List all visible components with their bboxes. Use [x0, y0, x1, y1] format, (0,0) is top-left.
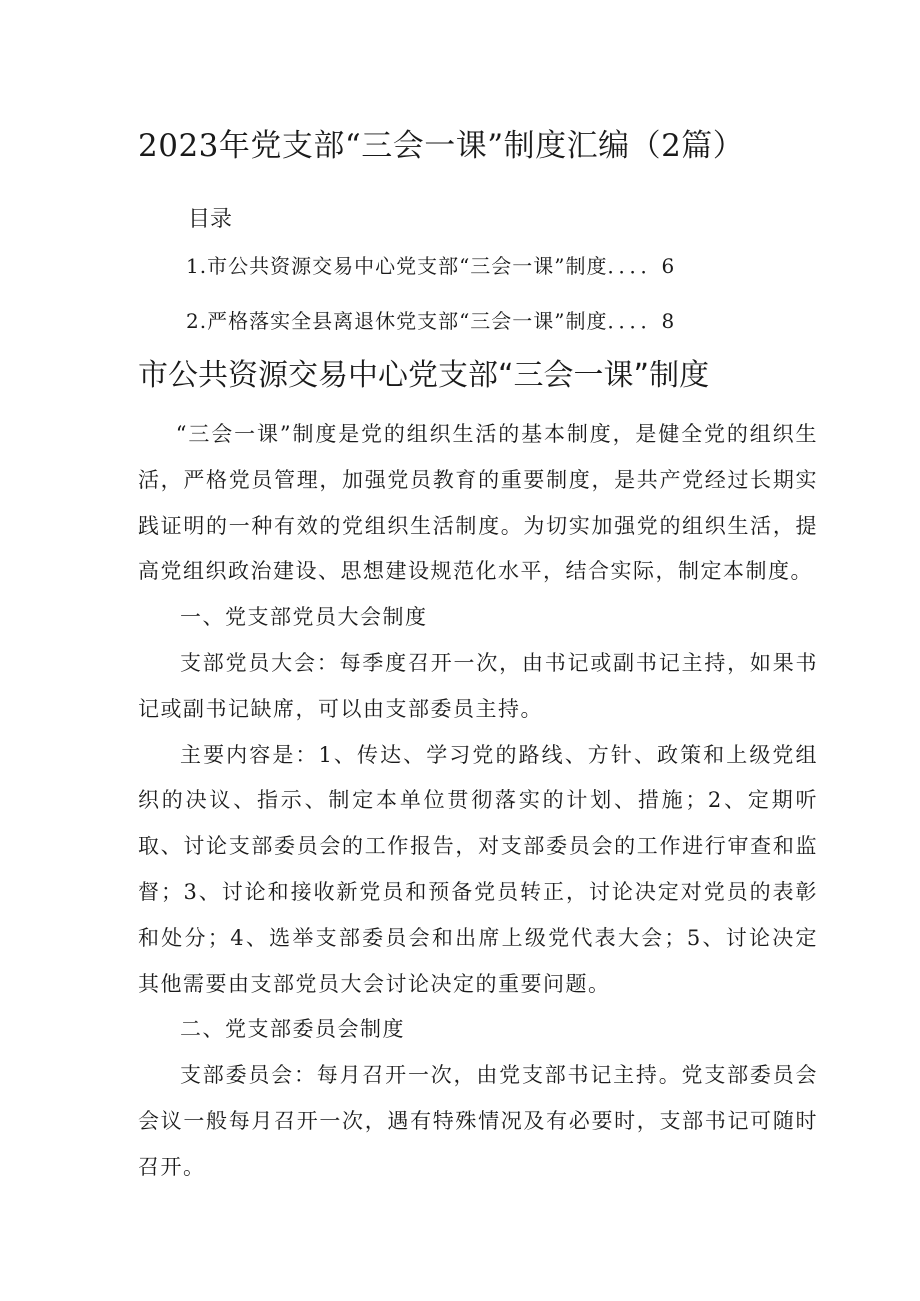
document-title: 2023年党支部“三会一课”制度汇编（2篇） [138, 128, 745, 164]
paragraph: 支部党员大会：每季度召开一次，由书记或副书记主持，如果书记或副书记缺席，可以由支部委员主持。 [138, 650, 818, 721]
section-body [138, 412, 818, 1191]
toc-item: 1.市公共资源交易中心党支部“三会一课”制度．．．．6 [186, 254, 676, 278]
paragraph: 支部委员会：每月召开一次，由党支部书记主持。党支部委员会会议一般每月召开一次，遇有特殊情况及有必要时，支部书记可随时召开。 [138, 1063, 818, 1179]
subsection-heading: 一、党支部党员大会制度 [180, 605, 428, 630]
toc-item: 2.严格落实全县离退休党支部“三会一课”制度．．．．8 [186, 309, 676, 333]
toc-heading: 目录 [188, 207, 233, 232]
section-title: 市公共资源交易中心党支部“三会一课”制度 [138, 358, 710, 393]
paragraph: “三会一课”制度是党的组织生活的基本制度，是健全党的组织生活，严格党员管理，加强党员教育的重要制度，是共产党经过长期实践证明的一种有效的党组织生活制度。为切实加强党的组织生活，提高党组织政治建设、思想建设规范化水平，结合实际，制定本制度。 [138, 422, 818, 584]
paragraph: 主要内容是：1、传达、学习党的路线、方针、政策和上级党组织的决议、指示、制定本单位贯彻落实的计划、措施；2、定期听取、讨论支部委员会的工作报告，对支部委员会的工作进行审查和监督；3、讨论和接收新党员和预备党员转正，讨论决定对党员的表彰和处分；4、选举支部委员会和出席上级党代表大会；5、讨论决定其他需要由支部党员大会讨论决定的重要问题。 [138, 742, 818, 996]
subsection-heading: 二、党支部委员会制度 [180, 1017, 405, 1042]
